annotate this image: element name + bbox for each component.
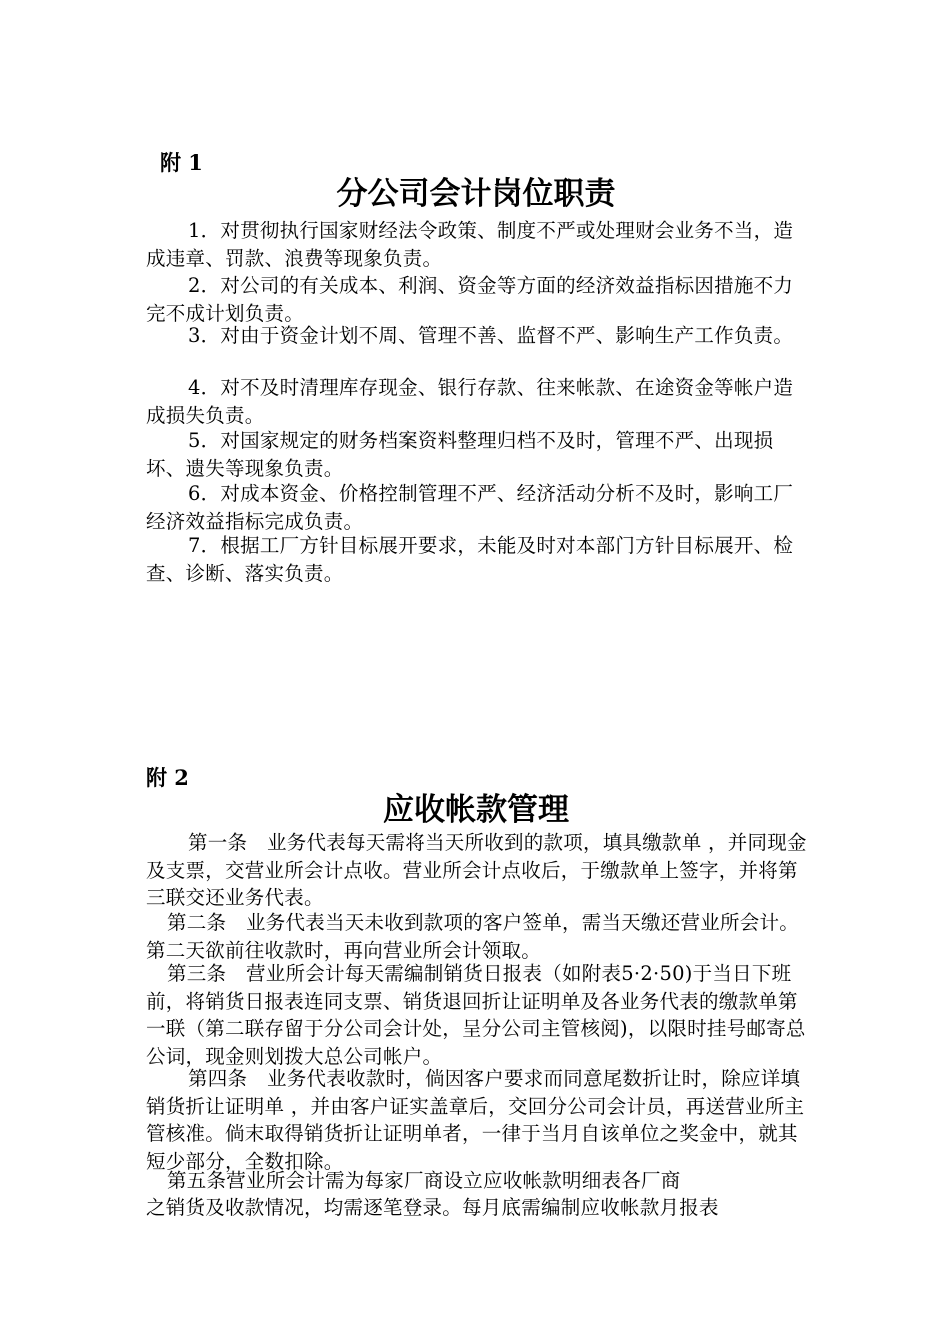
article-5-line-1: 第五条营业所会计需为每家厂商设立应收帐款明细表各厂商 (167, 1169, 681, 1192)
duty-item-4: 4．对不及时清理库存现金、银行存款、往来帐款、在途资金等帐户造成损失负责。 (146, 376, 794, 427)
duty-item-5: 5．对国家规定的财务档案资料整理归档不及时，管理不严、出现损坏、遗失等现象负责。 (146, 429, 774, 480)
annex-2-title: 应收帐款管理 (383, 792, 569, 828)
article-5-line-2: 之销货及收款情况，均需逐笔登录。每月底需编制应收帐款月报表 (146, 1196, 719, 1219)
article-4: 第四条 业务代表收款时，倘因客户要求而同意尾数折让时，除应详填销货折让证明单 ，并由客户证实盖章后，交回分公司会计员，再送营业所主管核准。倘末取得销货折让证明单者，一律于当月自该单位之奖金中，就其短少部分，全数扣除。 (146, 1067, 805, 1173)
annex-1-title: 分公司会计岗位职责 (336, 176, 616, 212)
article-2: 第二条 业务代表当天未收到款项的客户签单，需当天缴还营业所会计。第二天欲前往收款时，再向营业所会计领取。 (146, 911, 800, 962)
duty-item-3: 3．对由于资金计划不周、管理不善、监督不严、影响生产工作负责。 (188, 324, 794, 347)
duty-item-2: 2．对公司的有关成本、利润、资金等方面的经济效益指标因措施不力完不成计划负责。 (146, 274, 794, 325)
annex-2-label: 附 2 (146, 765, 189, 790)
duty-item-6: 6．对成本资金、价格控制管理不严、经济活动分析不及时，影响工厂经济效益指标完成负责。 (146, 482, 794, 533)
duty-item-7: 7．根据工厂方针目标展开要求，未能及时对本部门方针目标展开、检查、诊断、落实负责。 (146, 534, 794, 585)
article-3: 第三条 营业所会计每天需编制销货日报表（如附表5·2·50)于当日下班前，将销货日报表连同支票、销货退回折让证明单及各业务代表的缴款单第一联（第二联存留于分公司会计处，呈分公司主管核阅)，以限时挂号邮寄总公词，现金则划拨大总公司帐户。 (146, 962, 806, 1068)
annex-1-label: 附 1 (160, 150, 203, 175)
article-1: 第一条 业务代表每天需将当天所收到的款项，填具缴款单 ，并同现金及支票，交营业所会计点收。营业所会计点收后，于缴款单上签字，并将第三联交还业务代表。 (146, 831, 807, 909)
duty-item-1: 1．对贯彻执行国家财经法令政策、制度不严或处理财会业务不当，造成违章、罚款、浪费等现象负责。 (146, 219, 794, 270)
